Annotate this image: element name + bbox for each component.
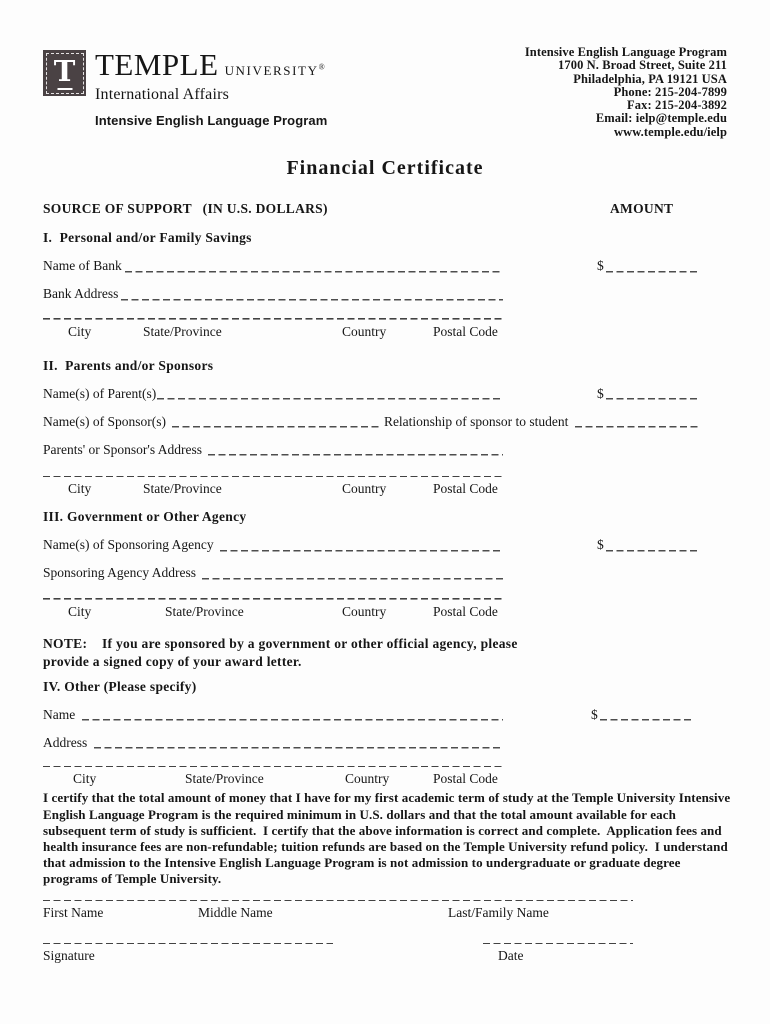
bank-name-label: Name of Bank — [43, 258, 122, 274]
contact-block — [525, 46, 727, 139]
amount-1 — [597, 257, 697, 274]
amount-2 — [597, 385, 697, 402]
address-line-3-input[interactable] — [43, 598, 503, 600]
date-input-line[interactable] — [483, 943, 633, 945]
agency-name-label: Name(s) of Sponsoring Agency — [43, 537, 217, 553]
middle-name-label: Middle Name — [198, 904, 273, 920]
label-state-province: State/Province — [185, 771, 264, 787]
first-name-label: First Name — [43, 904, 104, 920]
parents-name-input-line[interactable] — [157, 387, 503, 402]
page-header — [43, 46, 727, 139]
amount-1-input-line[interactable] — [606, 259, 697, 274]
bank-name-input-line[interactable] — [125, 259, 503, 274]
other-name-label: Name — [43, 706, 79, 722]
last-family-name-label: Last/Family Name — [448, 904, 549, 920]
section-4-heading: IV. Other (Please specify) — [43, 678, 197, 694]
label-country: Country — [345, 771, 390, 787]
contact-line-email: Email: ielp@temple.edu — [595, 111, 727, 126]
contact-line-website: www.temple.edu/ielp — [613, 124, 727, 139]
temple-t-letter: T — [53, 54, 76, 88]
dollar-sign-2: $ — [597, 385, 604, 401]
signature-input-line[interactable] — [43, 943, 333, 945]
parents-name-row — [43, 385, 727, 402]
logo-row — [43, 47, 327, 104]
sponsors-name-row — [43, 413, 727, 430]
label-country: Country — [342, 481, 387, 497]
sponsors-name-label: Name(s) of Sponsor(s) — [43, 413, 170, 429]
address-line-4-input[interactable] — [43, 766, 503, 768]
logo-block — [43, 46, 327, 128]
label-country: Country — [342, 323, 387, 339]
contact-line-fax: Fax: 215-204-3892 — [627, 98, 727, 113]
bank-address-input-line[interactable] — [121, 287, 503, 302]
label-state-province: State/Province — [165, 603, 244, 619]
address-sublabels-4 — [43, 771, 513, 787]
amount-4 — [591, 706, 691, 723]
label-country: Country — [342, 603, 387, 619]
page-title: Financial Certificate — [286, 157, 484, 180]
other-name-row — [43, 706, 727, 723]
full-name-input-line[interactable] — [43, 900, 633, 902]
amount-3-input-line[interactable] — [606, 538, 697, 553]
section-1-heading: I. Personal and/or Family Savings — [43, 230, 252, 246]
dollar-sign-1: $ — [597, 258, 604, 274]
label-postal-code: Postal Code — [433, 323, 498, 339]
temple-t-base-bar — [57, 88, 72, 91]
bank-address-label: Bank Address — [43, 286, 119, 302]
address-line-1-input[interactable] — [43, 318, 503, 320]
relationship-label: Relationship of sponsor to student — [383, 413, 572, 429]
label-city: City — [68, 481, 92, 497]
logo-tagline: Intensive English Language Program — [95, 113, 328, 128]
dollar-sign-4: $ — [591, 706, 598, 722]
label-postal-code: Postal Code — [433, 603, 498, 619]
agency-address-row — [43, 564, 727, 581]
logo-university: UNIVERSITY — [224, 63, 319, 78]
agency-name-row — [43, 536, 727, 553]
parents-sponsor-address-input-line[interactable] — [208, 443, 503, 458]
other-address-input-line[interactable] — [94, 736, 503, 751]
address-sublabels-2 — [43, 481, 513, 497]
signature-label: Signature — [43, 947, 95, 963]
dollar-sign-3: $ — [597, 537, 604, 553]
label-state-province: State/Province — [143, 481, 222, 497]
other-address-row — [43, 734, 727, 751]
address-sublabels-1 — [43, 324, 513, 340]
contact-line-program: Intensive English Language Program — [524, 45, 727, 59]
amount-4-input-line[interactable] — [600, 708, 691, 723]
section-3-heading: III. Government or Other Agency — [43, 509, 247, 525]
amount-3 — [597, 536, 697, 553]
logo-wordline — [95, 47, 325, 86]
label-state-province: State/Province — [143, 323, 222, 339]
section-2-heading: II. Parents and/or Sponsors — [43, 357, 214, 373]
amount-2-input-line[interactable] — [606, 387, 697, 402]
relationship-input-line[interactable] — [575, 415, 700, 430]
certification-paragraph: I certify that the total amount of money that I have for my first academic term of study at the Temple University Intensive English Language Program is the required minimum in U.S. dollars and that the total amount available for each subsequent term of study is sufficient. I certify that the above information is correct and complete. Application fees and health insurance fees are non-refundable; tuition refunds are based on the Temple University refund policy. I understand that admission to the Intensive English Language Program is not admission to undergraduate or graduate degree programs of Temple University. — [43, 790, 734, 887]
address-sublabels-3 — [43, 604, 513, 620]
parents-name-label: Name(s) of Parent(s) — [43, 385, 157, 401]
signature-area — [43, 898, 727, 988]
logo-text — [95, 47, 325, 104]
label-city: City — [68, 603, 92, 619]
logo-wordmark: TEMPLE — [95, 47, 219, 82]
agency-name-input-line[interactable] — [220, 538, 503, 553]
source-of-support-header: SOURCE OF SUPPORT (IN U.S. DOLLARS) — [43, 201, 328, 217]
other-name-input-line[interactable] — [82, 708, 503, 723]
amount-header: AMOUNT — [610, 201, 674, 217]
label-postal-code: Postal Code — [433, 481, 498, 497]
parents-sponsor-address-label: Parents' or Sponsor's Address — [43, 441, 206, 457]
logo-division: International Affairs — [95, 86, 230, 103]
label-city: City — [68, 323, 92, 339]
contact-line-city: Philadelphia, PA 19121 USA — [573, 71, 727, 86]
bank-name-row — [43, 257, 727, 274]
label-postal-code: Postal Code — [433, 771, 498, 787]
column-headers — [43, 201, 727, 218]
date-label: Date — [498, 947, 524, 963]
registered-mark: ® — [318, 62, 325, 72]
award-letter-note: NOTE: If you are sponsored by a government or other official agency, please provide a signed copy of your award letter. — [43, 635, 522, 669]
sponsors-name-input-line[interactable] — [172, 415, 379, 430]
contact-line-street: 1700 N. Broad Street, Suite 211 — [558, 58, 727, 73]
contact-line-phone: Phone: 215-204-7899 — [613, 84, 727, 99]
bank-address-row — [43, 285, 727, 302]
other-address-label: Address — [43, 734, 91, 750]
label-city: City — [73, 771, 97, 787]
address-line-2-input[interactable] — [43, 476, 503, 478]
parents-sponsor-address-row — [43, 441, 727, 458]
agency-address-input-line[interactable] — [202, 566, 503, 581]
agency-address-label: Sponsoring Agency Address — [43, 565, 200, 581]
temple-t-logo — [43, 50, 86, 96]
